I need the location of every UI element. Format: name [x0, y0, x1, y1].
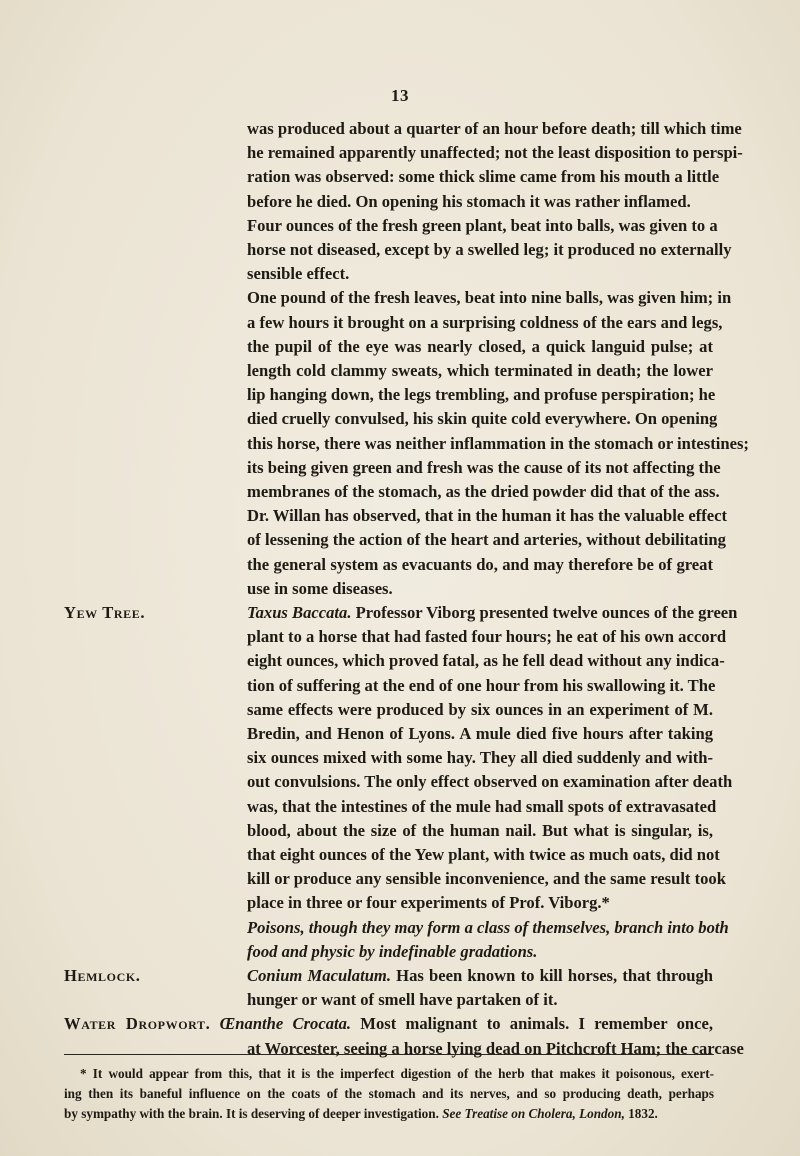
plain-text: the pupil of the eye was nearly closed, a quick languid pulse; at [247, 336, 713, 356]
line-text [247, 795, 717, 819]
text-line [0, 674, 800, 698]
plain-text: before he died. On opening his stomach it was rather inflamed. [247, 191, 691, 211]
line-text [247, 964, 713, 988]
line-text [247, 649, 725, 673]
text-line [0, 456, 800, 480]
text-line [0, 117, 800, 141]
line-text [247, 359, 713, 383]
text-line [0, 335, 800, 359]
line-text [247, 819, 713, 843]
text-line [0, 746, 800, 770]
text-line [0, 190, 800, 214]
text-line [0, 601, 800, 625]
line-text [247, 262, 713, 286]
line-text [247, 867, 726, 891]
line-text [247, 165, 720, 189]
plain-text: was produced about a quarter of an hour before death; till which time [247, 119, 742, 138]
plain-text: Four ounces of the fresh green plant, beat into balls, was given to a [247, 215, 718, 235]
text-line [0, 964, 800, 988]
text-line [0, 262, 800, 286]
plain-text: six ounces mixed with some hay. They all died suddenly and with- [247, 748, 713, 768]
plain-text: a few hours it brought on a surprising coldness of the ears and legs, [247, 312, 723, 332]
text-line [0, 407, 800, 431]
plain-text: Professor Viborg presented twelve ounces of the green [351, 603, 738, 622]
footnote-line-2: ing then its baneful influence on the coats of the stomach and its nerves, and so producing death, perhaps [64, 1086, 714, 1101]
plain-text: its being given green and fresh was the cause of its not affecting the [247, 457, 721, 477]
plain-text: he remained apparently unaffected; not the least disposition to perspi- [247, 143, 743, 163]
plain-text: One pound of the fresh leaves, beat into nine balls, was given him; in [247, 288, 732, 308]
italic-text: food and physic by indefinable gradations. [247, 941, 538, 961]
italic-text: Poisons, though they may form a class of themselves, branch into both [247, 917, 729, 937]
text-line [0, 722, 800, 746]
footnote-year: 1832. [624, 1106, 658, 1121]
line-text [247, 601, 738, 625]
text-line [0, 843, 800, 867]
footnote-line-1: * It would appear from this, that it is the imperfect digestion of the herb that makes it poisonous, exert- [80, 1066, 714, 1081]
text-line [0, 698, 800, 722]
text-line [0, 649, 800, 673]
plain-text: kill or produce any sensible inconvenience, and the same result took [247, 869, 726, 889]
plain-text: blood, about the size of the human nail. But what is singular, is, [247, 820, 713, 840]
text-line [0, 1012, 800, 1036]
text-line [0, 916, 800, 940]
text-line [0, 504, 800, 528]
text-line [0, 988, 800, 1012]
line-text [247, 553, 713, 577]
plain-text: hunger or want of smell have partaken of it. [247, 990, 558, 1010]
text-line [0, 432, 800, 456]
line-text [247, 843, 720, 867]
text-line [0, 165, 800, 189]
line-text [247, 286, 732, 310]
line-text [247, 504, 728, 528]
line-text [247, 528, 726, 552]
line-text [64, 1012, 713, 1036]
plain-text: at Worcester, seeing a horse lying dead on Pitchcroft Ham; the carcase [247, 1038, 744, 1058]
text-line [0, 141, 800, 165]
plain-text: lip hanging down, the legs trembling, and profuse perspiration; he [247, 385, 716, 405]
footnote-line-3 [64, 1104, 714, 1124]
plain-text: Has been known to kill horses, that through [390, 966, 713, 985]
plain-text: the general system as evacuants do, and may therefore be of great [247, 554, 713, 574]
plain-text: Bredin, and Henon of Lyons. A mule died five hours after taking [247, 724, 713, 743]
plain-text: sensible effect. [247, 264, 350, 284]
text-line [0, 940, 800, 964]
footnote-line-3-text: by sympathy with the brain. It is deserving of deeper investigation. [64, 1106, 443, 1121]
text-line [0, 383, 800, 407]
text-line [0, 1037, 800, 1061]
text-line [0, 359, 800, 383]
plain-text: length cold clammy sweats, which terminated in death; the lower [247, 361, 713, 380]
italic-text: Conium Maculatum. [247, 966, 391, 985]
margin-heading: Water Dropwort. [64, 1014, 211, 1034]
text-line [0, 795, 800, 819]
plain-text: of lessening the action of the heart and arteries, without debilitating [247, 530, 726, 550]
plain-text: ration was observed: some thick slime came from his mouth a little [247, 167, 720, 187]
line-text [247, 916, 729, 940]
line-text [247, 238, 732, 262]
plain-text: tion of suffering at the end of one hour from his swallowing it. The [247, 675, 716, 695]
italic-text: Œnanthe Crocata. [219, 1014, 352, 1034]
plain-text: was, that the intestines of the mule had small spots of extravasated [247, 796, 717, 816]
text-line [0, 553, 800, 577]
plain-text: horse not diseased, except by a swelled leg; it produced no externally [247, 240, 732, 259]
text-line [0, 770, 800, 794]
footnote-rule [64, 1054, 714, 1055]
footnote-reference: See Treatise on Cholera, London, [442, 1106, 625, 1121]
text-line [0, 867, 800, 891]
line-text [247, 190, 713, 214]
margin-heading: Yew Tree. [64, 603, 146, 622]
line-text [247, 456, 721, 480]
plain-text: eight ounces, which proved fatal, as he fell dead without any indica- [247, 651, 725, 671]
text-line [0, 625, 800, 649]
text-line [0, 577, 800, 601]
line-text [247, 625, 727, 649]
plain-text: place in three or four experiments of Prof. Viborg.* [247, 893, 610, 913]
text-line [0, 311, 800, 335]
plain-text: use in some diseases. [247, 578, 393, 598]
line-text [247, 141, 743, 165]
plain-text: Most malignant to animals. I remember once, [351, 1014, 713, 1034]
line-text [247, 480, 720, 504]
plain-text: membranes of the stomach, as the dried powder did that of the ass. [247, 482, 720, 501]
line-text [247, 577, 713, 601]
line-text [247, 214, 718, 238]
margin-heading: Hemlock. [64, 966, 141, 985]
text-line [0, 819, 800, 843]
text-line [0, 480, 800, 504]
plain-text: this horse, there was neither inflammation in the stomach or intestines; [247, 433, 749, 453]
line-text [247, 891, 713, 915]
plain-text: Dr. Willan has observed, that in the human it has the valuable effect [247, 506, 728, 526]
line-text [247, 770, 733, 794]
text-line [0, 891, 800, 915]
line-text [247, 698, 713, 722]
line-text [247, 432, 749, 456]
footnote [64, 1064, 714, 1124]
text-line [0, 238, 800, 262]
line-text [247, 746, 713, 770]
line-text [247, 988, 713, 1012]
italic-text: Taxus Baccata. [247, 603, 352, 622]
plain-text: out convulsions. The only effect observed on examination after death [247, 772, 733, 792]
line-text [247, 117, 742, 141]
text-line [0, 528, 800, 552]
plain-text: same effects were produced by six ounces in an experiment of M. [247, 699, 713, 719]
line-text [247, 383, 716, 407]
line-text [247, 335, 713, 359]
page-number: 13 [391, 86, 409, 105]
plain-text: that eight ounces of the Yew plant, with twice as much oats, did not [247, 845, 720, 864]
plain-text: plant to a horse that had fasted four hours; he eat of his own accord [247, 627, 727, 647]
plain-text: died cruelly convulsed, his skin quite cold everywhere. On opening [247, 409, 718, 429]
line-text [247, 722, 713, 746]
text-line [0, 286, 800, 310]
line-text [247, 674, 716, 698]
line-text [247, 1037, 744, 1061]
line-text [247, 940, 713, 964]
text-line [0, 214, 800, 238]
line-text [247, 407, 718, 431]
line-text [247, 311, 723, 335]
